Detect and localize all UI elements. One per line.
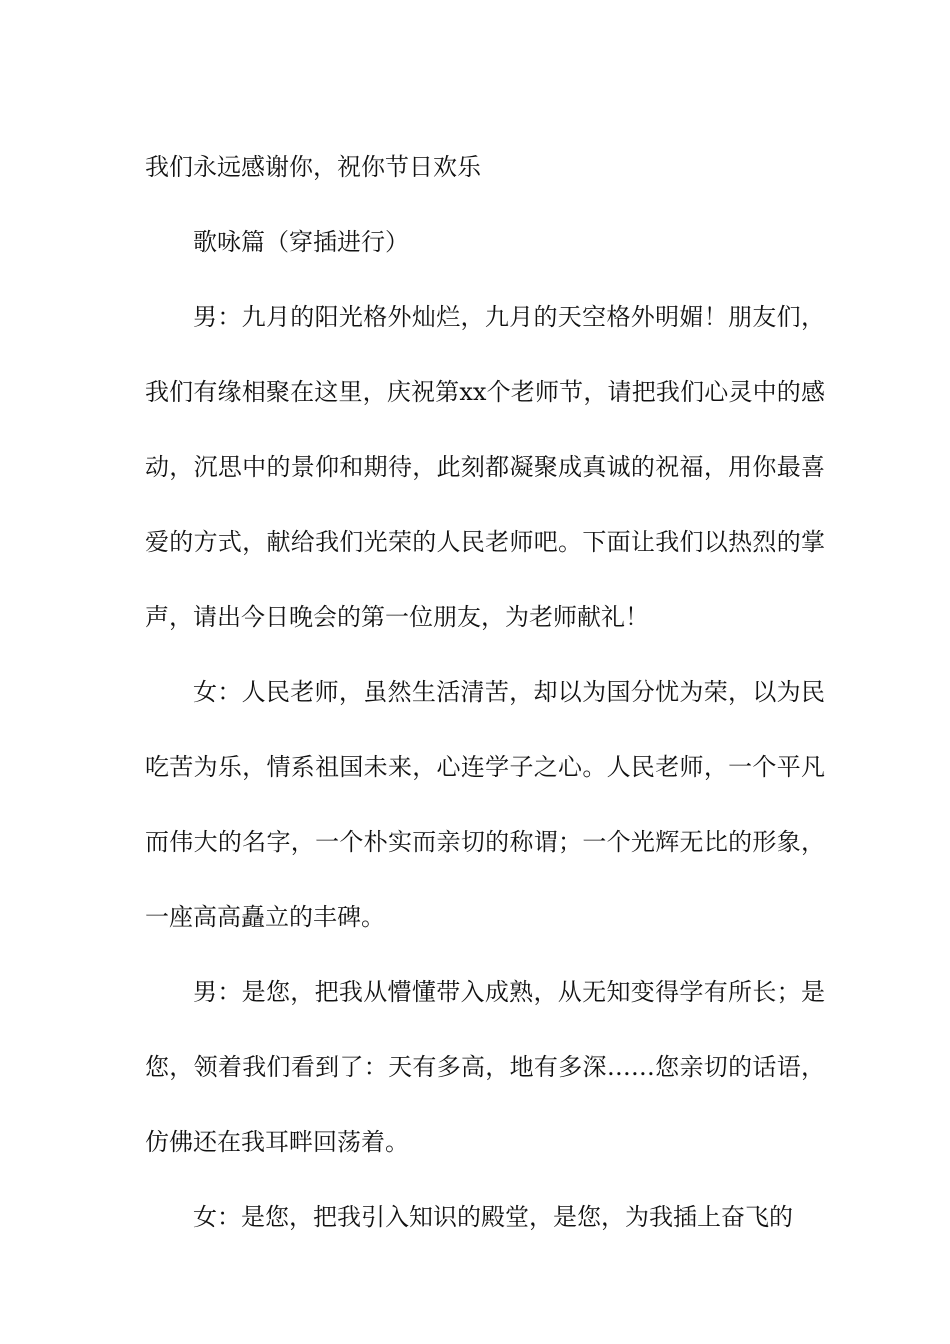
paragraph-female-2: 女：是您，把我引入知识的殿堂，是您，为我插上奋飞的 bbox=[193, 1203, 793, 1231]
paragraph-male-1: 男：九月的阳光格外灿烂，九月的天空格外明媚！朋友们，我们有缘相聚在这里，庆祝第xx个老师节，请把我们心灵中的感动，沉思中的景仰和期待，此刻都凝聚成真诚的祝福，用你最喜爱的方式，献给我们光荣的人民老师吧。下面让我们以热烈的掌声，请出今日晚会的第一位朋友，为老师献礼！ bbox=[145, 303, 825, 631]
section-heading: 歌咏篇（穿插进行） bbox=[193, 228, 409, 256]
paragraph-female-1: 女：人民老师，虽然生活清苦，却以为国分忧为荣，以为民吃苦为乐，情系祖国未来，心连学子之心。人民老师，一个平凡而伟大的名字，一个朴实而亲切的称谓；一个光辉无比的形象，一座高高矗立的丰碑。 bbox=[145, 678, 825, 931]
closing-line: 我们永远感谢你，祝你节日欢乐 bbox=[145, 153, 481, 181]
paragraph-male-2: 男：是您，把我从懵懂带入成熟，从无知变得学有所长；是您，领着我们看到了：天有多高，地有多深……您亲切的话语，仿佛还在我耳畔回荡着。 bbox=[145, 978, 825, 1156]
document-body bbox=[145, 130, 825, 1255]
